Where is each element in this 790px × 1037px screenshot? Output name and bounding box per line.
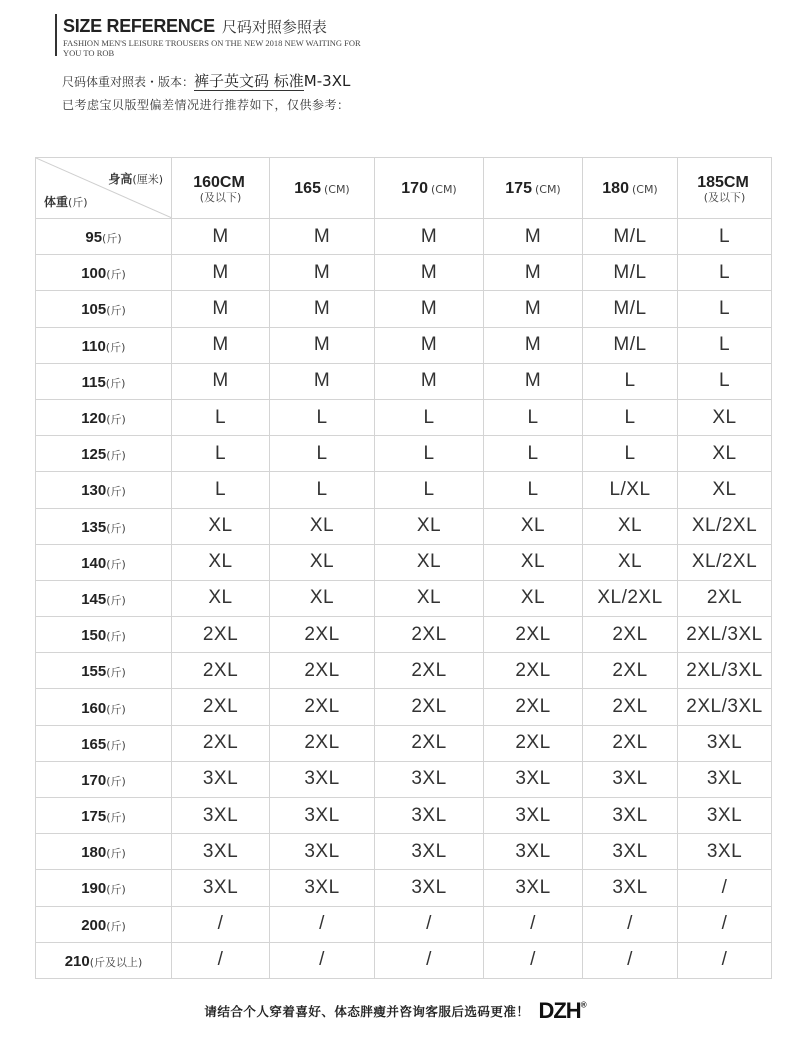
size-cell: 3XL	[172, 761, 270, 797]
size-cell: 2XL	[375, 653, 484, 689]
size-cell: 2XL	[375, 725, 484, 761]
version-size-range: M-3XL	[303, 72, 351, 90]
size-cell: XL	[270, 544, 375, 580]
size-cell: 2XL	[270, 653, 375, 689]
size-cell: XL	[678, 472, 772, 508]
size-cell: 3XL	[172, 870, 270, 906]
size-cell: L	[678, 327, 772, 363]
size-cell: L	[678, 363, 772, 399]
size-cell: 2XL	[172, 725, 270, 761]
size-cell: 3XL	[678, 798, 772, 834]
version-line	[62, 70, 350, 91]
size-cell: XL	[270, 508, 375, 544]
weight-label: 150(斤)	[36, 617, 172, 653]
size-cell: M	[172, 327, 270, 363]
table-row	[36, 617, 772, 653]
size-cell: XL	[583, 508, 678, 544]
size-cell: 3XL	[270, 798, 375, 834]
size-cell: 2XL	[172, 689, 270, 725]
weight-label: 120(斤)	[36, 399, 172, 435]
page-title	[63, 16, 327, 37]
weight-label: 145(斤)	[36, 580, 172, 616]
table-row	[36, 544, 772, 580]
size-cell: 3XL	[484, 834, 583, 870]
size-cell: M	[375, 219, 484, 255]
size-cell: XL/2XL	[583, 580, 678, 616]
size-cell: 3XL	[172, 798, 270, 834]
size-cell: L	[484, 472, 583, 508]
size-cell: M	[172, 363, 270, 399]
size-cell: 2XL	[270, 617, 375, 653]
size-cell: /	[270, 942, 375, 978]
size-cell: 3XL	[484, 870, 583, 906]
weight-label: 125(斤)	[36, 436, 172, 472]
table-row	[36, 436, 772, 472]
table-row	[36, 580, 772, 616]
size-cell: 3XL	[375, 761, 484, 797]
column-header: 180 (CM)	[583, 158, 678, 219]
size-cell: L	[484, 436, 583, 472]
size-cell: /	[678, 906, 772, 942]
table-row	[36, 870, 772, 906]
subtitle: FASHION MEN'S LEISURE TROUSERS ON THE NEW 2018 NEW WAITING FOR YOU TO ROB	[63, 38, 361, 58]
table-row	[36, 219, 772, 255]
size-cell: 2XL/3XL	[678, 617, 772, 653]
size-cell: 3XL	[583, 834, 678, 870]
size-cell: 3XL	[484, 798, 583, 834]
size-cell: L	[375, 436, 484, 472]
size-cell: M	[172, 219, 270, 255]
weight-label: 110(斤)	[36, 327, 172, 363]
size-cell: L	[678, 255, 772, 291]
title-chinese: 尺码对照参照表	[221, 18, 327, 36]
table-row	[36, 761, 772, 797]
corner-height-label: 身高(厘米)	[108, 172, 163, 186]
size-cell: 2XL	[484, 617, 583, 653]
header-accent-bar	[55, 14, 57, 56]
size-cell: 3XL	[270, 761, 375, 797]
size-cell: 2XL	[484, 653, 583, 689]
table-row	[36, 653, 772, 689]
size-cell: 3XL	[484, 761, 583, 797]
weight-label: 135(斤)	[36, 508, 172, 544]
size-cell: M/L	[583, 255, 678, 291]
size-cell: 3XL	[583, 761, 678, 797]
size-cell: 3XL	[678, 834, 772, 870]
size-cell: 2XL/3XL	[678, 653, 772, 689]
table-row	[36, 327, 772, 363]
size-cell: L	[172, 472, 270, 508]
size-cell: 2XL	[583, 725, 678, 761]
size-cell: 2XL	[583, 617, 678, 653]
size-cell: M	[375, 255, 484, 291]
size-cell: L/XL	[583, 472, 678, 508]
size-cell: M	[270, 291, 375, 327]
size-cell: L	[270, 399, 375, 435]
size-cell: XL	[375, 508, 484, 544]
weight-label: 105(斤)	[36, 291, 172, 327]
size-cell: 2XL	[270, 725, 375, 761]
size-cell: L	[583, 399, 678, 435]
size-cell: M/L	[583, 291, 678, 327]
size-cell: 2XL	[270, 689, 375, 725]
size-cell: L	[678, 291, 772, 327]
size-cell: 2XL	[583, 653, 678, 689]
size-cell: M	[270, 219, 375, 255]
size-cell: /	[484, 906, 583, 942]
title-english: SIZE REFERENCE	[63, 16, 215, 36]
size-cell: XL/2XL	[678, 508, 772, 544]
size-cell: XL	[583, 544, 678, 580]
size-cell: 2XL	[583, 689, 678, 725]
table-row	[36, 291, 772, 327]
size-cell: XL	[484, 508, 583, 544]
table-row	[36, 472, 772, 508]
size-cell: /	[678, 870, 772, 906]
weight-label: 115(斤)	[36, 363, 172, 399]
size-cell: 3XL	[172, 834, 270, 870]
size-cell: 3XL	[583, 870, 678, 906]
weight-label: 160(斤)	[36, 689, 172, 725]
size-cell: /	[583, 942, 678, 978]
size-cell: M	[172, 291, 270, 327]
size-cell: M	[484, 327, 583, 363]
footer-note: 请结合个人穿着喜好、体态胖瘦并咨询客服后选码更准！	[204, 1004, 530, 1019]
weight-label: 170(斤)	[36, 761, 172, 797]
weight-label: 155(斤)	[36, 653, 172, 689]
size-cell: 2XL	[678, 580, 772, 616]
table-row	[36, 689, 772, 725]
footer	[0, 998, 790, 1024]
size-cell: XL	[678, 436, 772, 472]
size-cell: /	[375, 906, 484, 942]
size-cell: XL	[484, 580, 583, 616]
table-row	[36, 508, 772, 544]
size-cell: XL	[375, 580, 484, 616]
size-cell: /	[678, 942, 772, 978]
size-cell: 3XL	[375, 798, 484, 834]
size-cell: L	[270, 436, 375, 472]
size-cell: XL	[375, 544, 484, 580]
recommendation-note: 已考虑宝贝版型偏差情况进行推荐如下，仅供参考：	[62, 98, 350, 112]
size-cell: 2XL	[484, 689, 583, 725]
weight-label: 190(斤)	[36, 870, 172, 906]
size-cell: L	[375, 472, 484, 508]
table-row	[36, 725, 772, 761]
size-cell: M/L	[583, 327, 678, 363]
size-table	[35, 157, 772, 979]
size-cell: XL	[270, 580, 375, 616]
corner-weight-label: 体重(斤)	[44, 195, 88, 209]
version-prefix: 尺码体重对照表・版本：	[62, 75, 195, 89]
table-row	[36, 906, 772, 942]
size-cell: M	[375, 327, 484, 363]
size-cell: M	[484, 363, 583, 399]
size-cell: XL	[484, 544, 583, 580]
weight-label: 175(斤)	[36, 798, 172, 834]
size-cell: XL	[172, 508, 270, 544]
size-cell: 3XL	[678, 725, 772, 761]
version-emphasis: 裤子英文码 标准	[194, 72, 304, 90]
size-cell: /	[583, 906, 678, 942]
size-cell: 3XL	[583, 798, 678, 834]
size-cell: L	[270, 472, 375, 508]
column-header: 170 (CM)	[375, 158, 484, 219]
size-cell: 2XL	[172, 653, 270, 689]
size-cell: L	[375, 399, 484, 435]
size-cell: /	[484, 942, 583, 978]
table-row	[36, 363, 772, 399]
size-cell: XL/2XL	[678, 544, 772, 580]
size-cell: L	[484, 399, 583, 435]
size-cell: L	[172, 436, 270, 472]
size-cell: 3XL	[270, 834, 375, 870]
size-cell: M	[375, 291, 484, 327]
size-cell: XL	[172, 580, 270, 616]
size-cell: /	[270, 906, 375, 942]
size-cell: XL	[678, 399, 772, 435]
size-cell: L	[583, 436, 678, 472]
table-row	[36, 255, 772, 291]
size-cell: 3XL	[270, 870, 375, 906]
weight-label: 180(斤)	[36, 834, 172, 870]
table-row	[36, 399, 772, 435]
weight-label: 95(斤)	[36, 219, 172, 255]
size-cell: /	[172, 942, 270, 978]
size-cell: M	[172, 255, 270, 291]
column-header: 165 (CM)	[270, 158, 375, 219]
size-cell: /	[375, 942, 484, 978]
table-row	[36, 942, 772, 978]
size-cell: L	[678, 219, 772, 255]
column-header: 175 (CM)	[484, 158, 583, 219]
size-cell: 2XL	[484, 725, 583, 761]
weight-label: 200(斤)	[36, 906, 172, 942]
column-header: 160CM (及以下)	[172, 158, 270, 219]
size-cell: 2XL	[375, 617, 484, 653]
table-row	[36, 798, 772, 834]
size-cell: 2XL	[172, 617, 270, 653]
size-cell: M	[484, 255, 583, 291]
size-cell: M	[270, 327, 375, 363]
size-cell: M/L	[583, 219, 678, 255]
size-cell: 3XL	[375, 834, 484, 870]
weight-label: 140(斤)	[36, 544, 172, 580]
column-header: 185CM (及以下)	[678, 158, 772, 219]
size-cell: L	[172, 399, 270, 435]
size-cell: M	[484, 219, 583, 255]
size-cell: 2XL/3XL	[678, 689, 772, 725]
weight-label: 100(斤)	[36, 255, 172, 291]
weight-label: 165(斤)	[36, 725, 172, 761]
size-cell: M	[375, 363, 484, 399]
size-cell: M	[270, 255, 375, 291]
size-cell: 3XL	[375, 870, 484, 906]
table-body	[36, 219, 772, 979]
brand-logo: DZH®	[538, 998, 586, 1023]
size-cell: M	[270, 363, 375, 399]
size-cell: L	[583, 363, 678, 399]
size-cell: /	[172, 906, 270, 942]
size-cell: 2XL	[375, 689, 484, 725]
corner-cell	[36, 158, 172, 219]
size-cell: 3XL	[678, 761, 772, 797]
size-cell: M	[484, 291, 583, 327]
weight-label: 130(斤)	[36, 472, 172, 508]
weight-label: 210(斤及以上)	[36, 942, 172, 978]
table-row	[36, 834, 772, 870]
size-cell: XL	[172, 544, 270, 580]
